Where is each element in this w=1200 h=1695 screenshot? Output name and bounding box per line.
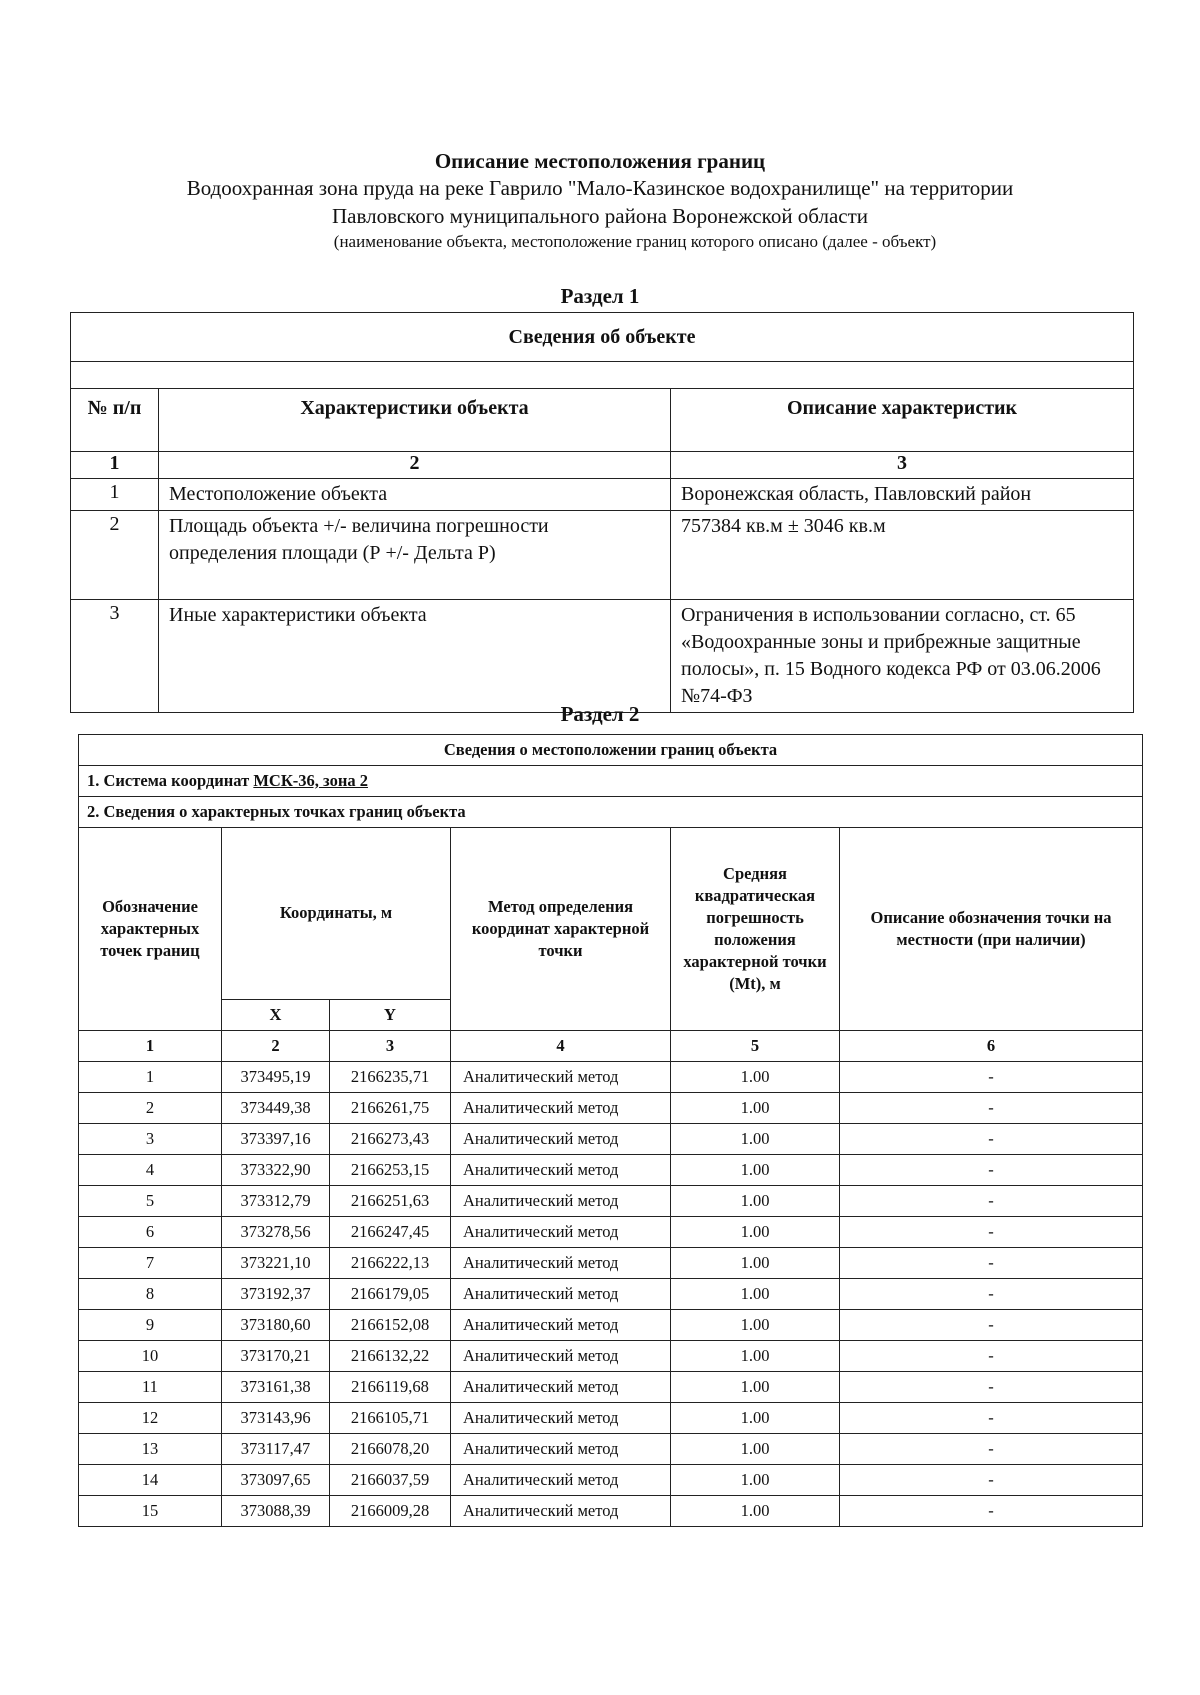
coordinate-system-label: 1. Система координат — [87, 771, 250, 790]
table-row — [71, 479, 1134, 511]
point-number-cell: 9 — [79, 1310, 222, 1341]
header-method: Метод определения координат характерной точки — [451, 828, 671, 1031]
error-cell: 1.00 — [671, 1217, 840, 1248]
column-header-characteristic: Характеристики объекта — [159, 389, 671, 452]
x-coordinate-cell: 373143,96 — [222, 1403, 330, 1434]
table-row — [79, 1155, 1143, 1186]
x-coordinate-cell: 373397,16 — [222, 1124, 330, 1155]
column-number: 3 — [330, 1031, 451, 1062]
table-row — [79, 1248, 1143, 1279]
header-y: Y — [330, 999, 451, 1030]
x-coordinate-cell: 373161,38 — [222, 1372, 330, 1403]
error-cell: 1.00 — [671, 1186, 840, 1217]
y-coordinate-cell: 2166105,71 — [330, 1403, 451, 1434]
point-description-cell: - — [840, 1248, 1143, 1279]
error-cell: 1.00 — [671, 1403, 840, 1434]
point-number-cell: 6 — [79, 1217, 222, 1248]
column-number: 3 — [671, 452, 1134, 479]
point-number-cell: 1 — [79, 1062, 222, 1093]
table-row — [71, 600, 1134, 713]
column-header-description: Описание характеристик — [671, 389, 1134, 452]
point-number-cell: 4 — [79, 1155, 222, 1186]
point-number-cell: 12 — [79, 1403, 222, 1434]
point-number-cell: 13 — [79, 1434, 222, 1465]
table-row — [79, 1217, 1143, 1248]
description-cell: Воронежская область, Павловский район — [671, 479, 1134, 511]
y-coordinate-cell: 2166119,68 — [330, 1372, 451, 1403]
table-row — [79, 1093, 1143, 1124]
method-cell: Аналитический метод — [451, 1124, 671, 1155]
x-coordinate-cell: 373322,90 — [222, 1155, 330, 1186]
point-description-cell: - — [840, 1062, 1143, 1093]
column-number: 1 — [71, 452, 159, 479]
x-coordinate-cell: 373097,65 — [222, 1465, 330, 1496]
error-cell: 1.00 — [671, 1093, 840, 1124]
y-coordinate-cell: 2166078,20 — [330, 1434, 451, 1465]
object-info-table-title: Сведения об объекте — [71, 313, 1134, 362]
empty-row — [71, 362, 1134, 389]
y-coordinate-cell: 2166222,13 — [330, 1248, 451, 1279]
x-coordinate-cell: 373449,38 — [222, 1093, 330, 1124]
header-point-description: Описание обозначения точки на местности (при наличии) — [840, 828, 1143, 1031]
point-number-cell: 10 — [79, 1341, 222, 1372]
table-row — [79, 1186, 1143, 1217]
characteristic-cell: Площадь объекта +/- величина погрешности определения площади (Р +/- Дельта Р) — [159, 511, 671, 600]
point-description-cell: - — [840, 1403, 1143, 1434]
table-row — [71, 511, 1134, 600]
error-cell: 1.00 — [671, 1434, 840, 1465]
error-cell: 1.00 — [671, 1124, 840, 1155]
column-number: 4 — [451, 1031, 671, 1062]
x-coordinate-cell: 373117,47 — [222, 1434, 330, 1465]
error-cell: 1.00 — [671, 1310, 840, 1341]
point-description-cell: - — [840, 1496, 1143, 1527]
method-cell: Аналитический метод — [451, 1496, 671, 1527]
row-number: 2 — [71, 511, 159, 600]
method-cell: Аналитический метод — [451, 1465, 671, 1496]
coordinate-system-value: МСК-36, зона 2 — [253, 771, 368, 790]
column-number: 5 — [671, 1031, 840, 1062]
table-row — [79, 1124, 1143, 1155]
table-row — [79, 1341, 1143, 1372]
method-cell: Аналитический метод — [451, 1372, 671, 1403]
row-number: 1 — [71, 479, 159, 511]
column-number: 6 — [840, 1031, 1143, 1062]
y-coordinate-cell: 2166235,71 — [330, 1062, 451, 1093]
y-coordinate-cell: 2166037,59 — [330, 1465, 451, 1496]
point-number-cell: 14 — [79, 1465, 222, 1496]
row-number: 3 — [71, 600, 159, 713]
x-coordinate-cell: 373221,10 — [222, 1248, 330, 1279]
point-description-cell: - — [840, 1217, 1143, 1248]
method-cell: Аналитический метод — [451, 1279, 671, 1310]
y-coordinate-cell: 2166132,22 — [330, 1341, 451, 1372]
method-cell: Аналитический метод — [451, 1341, 671, 1372]
point-number-cell: 7 — [79, 1248, 222, 1279]
table-row — [79, 1465, 1143, 1496]
point-number-cell: 8 — [79, 1279, 222, 1310]
point-number-cell: 11 — [79, 1372, 222, 1403]
error-cell: 1.00 — [671, 1062, 840, 1093]
x-coordinate-cell: 373495,19 — [222, 1062, 330, 1093]
table-row — [79, 1062, 1143, 1093]
header-point-designation: Обозначение характерных точек границ — [79, 828, 222, 1031]
section-2-title: Раздел 2 — [560, 702, 640, 726]
column-number: 2 — [222, 1031, 330, 1062]
table-row — [79, 1372, 1143, 1403]
section-1-title: Раздел 1 — [560, 284, 640, 308]
header-error: Средняя квадратическая погрешность положения характерной точки (Mt), м — [671, 828, 840, 1031]
table-row — [79, 1434, 1143, 1465]
y-coordinate-cell: 2166251,63 — [330, 1186, 451, 1217]
x-coordinate-cell: 373180,60 — [222, 1310, 330, 1341]
y-coordinate-cell: 2166261,75 — [330, 1093, 451, 1124]
point-description-cell: - — [840, 1124, 1143, 1155]
y-coordinate-cell: 2166009,28 — [330, 1496, 451, 1527]
point-description-cell: - — [840, 1186, 1143, 1217]
object-info-table — [70, 312, 1134, 713]
header-x: X — [222, 999, 330, 1030]
method-cell: Аналитический метод — [451, 1093, 671, 1124]
table-row — [79, 1279, 1143, 1310]
column-header-number: № п/п — [71, 389, 159, 452]
document-title: Описание местоположения границ — [434, 149, 766, 173]
x-coordinate-cell: 373170,21 — [222, 1341, 330, 1372]
column-number: 2 — [159, 452, 671, 479]
point-description-cell: - — [840, 1465, 1143, 1496]
method-cell: Аналитический метод — [451, 1062, 671, 1093]
x-coordinate-cell: 373278,56 — [222, 1217, 330, 1248]
object-name-note: (наименование объекта, местоположение границ которого описано (далее - объект) — [333, 232, 937, 251]
point-number-cell: 3 — [79, 1124, 222, 1155]
error-cell: 1.00 — [671, 1372, 840, 1403]
y-coordinate-cell: 2166179,05 — [330, 1279, 451, 1310]
point-description-cell: - — [840, 1310, 1143, 1341]
y-coordinate-cell: 2166247,45 — [330, 1217, 451, 1248]
method-cell: Аналитический метод — [451, 1403, 671, 1434]
method-cell: Аналитический метод — [451, 1155, 671, 1186]
method-cell: Аналитический метод — [451, 1434, 671, 1465]
point-description-cell: - — [840, 1372, 1143, 1403]
characteristic-cell: Местоположение объекта — [159, 479, 671, 511]
method-cell: Аналитический метод — [451, 1248, 671, 1279]
x-coordinate-cell: 373088,39 — [222, 1496, 330, 1527]
table-row — [79, 1310, 1143, 1341]
points-table-body — [79, 1062, 1143, 1527]
point-description-cell: - — [840, 1155, 1143, 1186]
y-coordinate-cell: 2166152,08 — [330, 1310, 451, 1341]
point-number-cell: 2 — [79, 1093, 222, 1124]
object-name-line-1: Водоохранная зона пруда на реке Гаврило "Мало-Казинское водохранилище" на территории — [186, 176, 1014, 200]
point-number-cell: 15 — [79, 1496, 222, 1527]
error-cell: 1.00 — [671, 1465, 840, 1496]
point-number-cell: 5 — [79, 1186, 222, 1217]
description-cell: 757384 кв.м ± 3046 кв.м — [671, 511, 1134, 600]
x-coordinate-cell: 373192,37 — [222, 1279, 330, 1310]
table-row — [79, 1403, 1143, 1434]
x-coordinate-cell: 373312,79 — [222, 1186, 330, 1217]
y-coordinate-cell: 2166273,43 — [330, 1124, 451, 1155]
boundary-points-table — [78, 734, 1143, 1527]
error-cell: 1.00 — [671, 1279, 840, 1310]
header-coordinates: Координаты, м — [222, 828, 451, 1000]
error-cell: 1.00 — [671, 1496, 840, 1527]
error-cell: 1.00 — [671, 1155, 840, 1186]
point-description-cell: - — [840, 1434, 1143, 1465]
error-cell: 1.00 — [671, 1248, 840, 1279]
method-cell: Аналитический метод — [451, 1217, 671, 1248]
point-description-cell: - — [840, 1279, 1143, 1310]
point-description-cell: - — [840, 1093, 1143, 1124]
characteristic-cell: Иные характеристики объекта — [159, 600, 671, 713]
points-info-label: 2. Сведения о характерных точках границ объекта — [79, 797, 1143, 828]
boundary-table-title: Сведения о местоположении границ объекта — [79, 735, 1143, 766]
coordinate-system-row — [79, 766, 1143, 797]
column-number: 1 — [79, 1031, 222, 1062]
document-header — [0, 148, 1200, 254]
method-cell: Аналитический метод — [451, 1310, 671, 1341]
error-cell: 1.00 — [671, 1341, 840, 1372]
description-cell: Ограничения в использовании согласно, ст. 65 «Водоохранные зоны и прибрежные защитные полосы», п. 15 Водного кодекса РФ от 03.06.2006 №74-ФЗ — [671, 600, 1134, 713]
object-name-line-2: Павловского муниципального района Воронежской области — [331, 204, 869, 228]
table-row — [79, 1496, 1143, 1527]
y-coordinate-cell: 2166253,15 — [330, 1155, 451, 1186]
method-cell: Аналитический метод — [451, 1186, 671, 1217]
point-description-cell: - — [840, 1341, 1143, 1372]
